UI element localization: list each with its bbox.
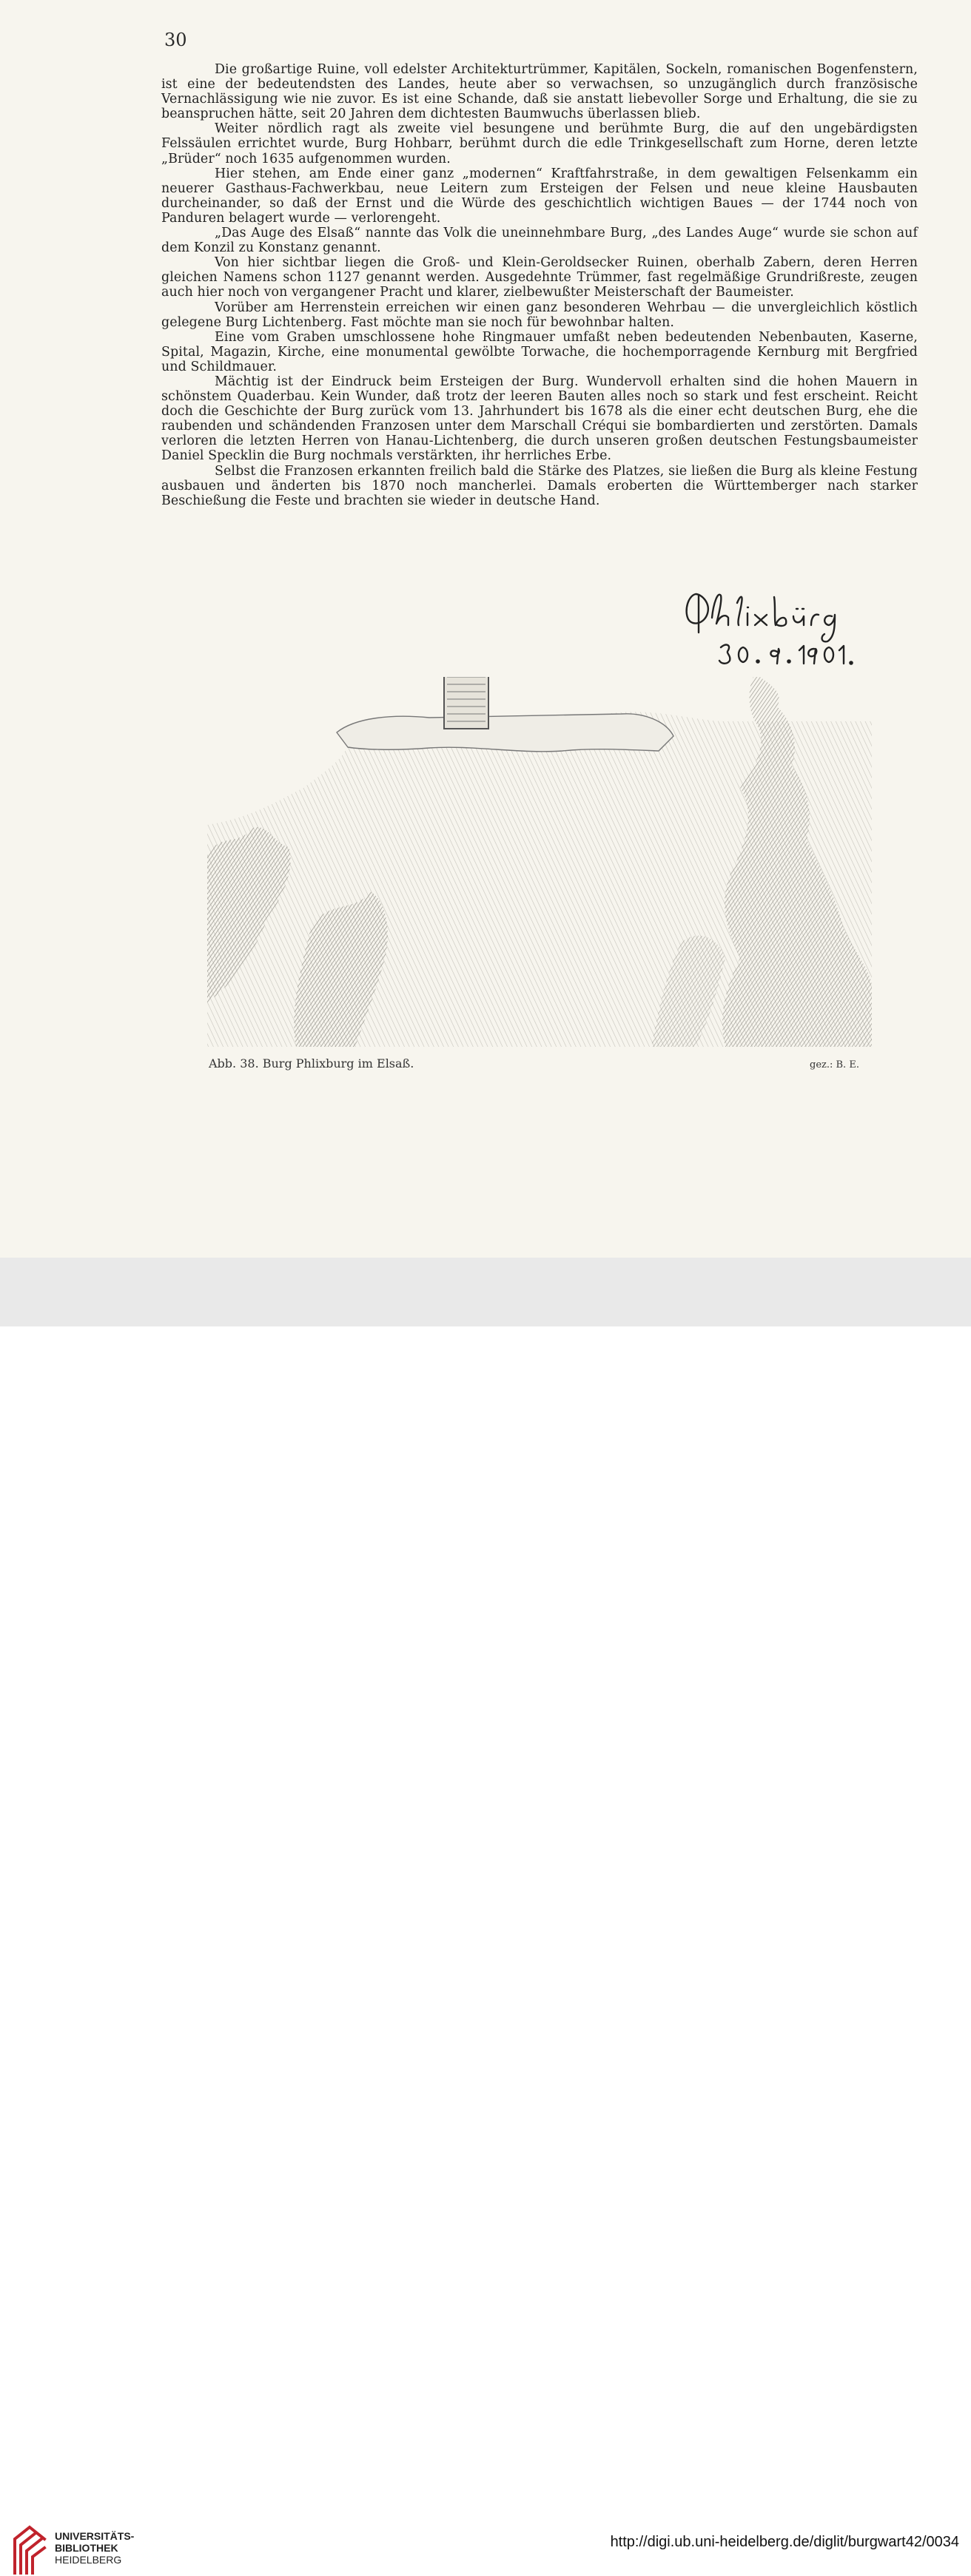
paragraph-4: „Das Auge des Elsaß“ nannte das Volk die uneinnehmbare Burg, „des Landes Auge“ wurde sie schon auf dem Konzil zu Konstanz genannt. [161, 226, 918, 256]
body-text [161, 62, 918, 508]
viewer-footer [0, 1258, 971, 2566]
library-name-line-2: BIBLIOTHEK [55, 2542, 118, 2554]
paragraph-9: Selbst die Franzosen erkannten freilich bald die Stärke des Platzes, sie ließen die Burg als kleine Festung ausbauen und änderten bis 1870 noch mancherlei. Damals eroberten die Württemberger nach starker Beschießung die Feste und brachten sie wieder in deutsche Hand. [161, 463, 918, 508]
figure-credit: gez.: B. E. [810, 1059, 859, 1070]
library-name-line-3: HEIDELBERG [55, 2554, 122, 2566]
figure-caption: Abb. 38. Burg Phlixburg im Elsaß. [209, 1056, 414, 1070]
paragraph-8: Mächtig ist der Eindruck beim Ersteigen der Burg. Wundervoll erhalten sind die hohen Mauern in schönstem Quaderbau. Kein Wunder, daß trotz der leeren Bauten alles noch so stark und fest erscheint. Reicht doch die Geschichte der Burg zurück vom 13. Jahrhundert bis 1678 als die einer echt deutschen Burg, ehe die raubenden und schändenden Franzosen unter dem Marschall Créqui sie bombardierten und zerstörten. Damals verloren die letzten Herren von Hanau-Lichtenberg, die durch unseren großen deutschen Festungsbaumeister Daniel Specklin die Burg nochmals verstärkten, ihr herrliches Erbe. [161, 374, 918, 464]
book-page [0, 0, 971, 1258]
paragraph-2: Weiter nördlich ragt als zweite viel besungene und berühmte Burg, die auf den ungebärdigsten Felssäulen errichtet wurde, Burg Hohbarr, berühmt durch die edle Trinkgesellschaft zum Horne, deren letzte „Brüder“ noch 1635 aufgenommen wurden. [161, 121, 918, 166]
castle-sketch-illustration [207, 677, 872, 1047]
document-url[interactable]: http://digi.ub.uni-heidelberg.de/diglit/burgwart42/0034 [610, 2534, 959, 2550]
paragraph-5: Von hier sichtbar liegen die Groß- und Klein-Geroldsecker Ruinen, oberhalb Zabern, deren Herren gleichen Namens schon 1127 genannt werden. Ausgedehnte Trümmer, fast regelmäßige Grundrißreste, zeugen auch hier noch von vergangener Pracht und klarer, zielbewußter Meisterschaft der Baumeister. [161, 255, 918, 300]
university-library-logo-icon [10, 2524, 49, 2576]
paragraph-1: Die großartige Ruine, voll edelster Architekturtrümmer, Kapitälen, Sockeln, romanischen Bogenfenstern, ist eine der bedeutendsten des Landes, heute aber so verwachsen, so unzugänglich durch französische Vernachlässigung wie nie zuvor. Es ist eine Schande, daß sie anstatt liebevoller Sorge und Erhaltung, die sie zu beanspruchen hätte, seit 20 Jahren dem dichtesten Baumwuchs überlassen blieb. [161, 62, 918, 122]
library-name-line-1: UNIVERSITÄTS- [55, 2530, 135, 2542]
paragraph-6: Vorüber am Herrenstein erreichen wir einen ganz besonderen Wehrbau — die unvergleichlich köstlich gelegene Burg Lichtenberg. Fast möchte man sie noch für bewohnbar halten. [161, 300, 918, 330]
page-number: 30 [164, 30, 187, 50]
paragraph-7: Eine vom Graben umschlossene hohe Ringmauer umfaßt neben bedeutenden Nebenbauten, Kaserne, Spital, Magazin, Kirche, eine monumental gewölbte Torwache, die hochemporragende Kernburg mit Bergfried und Schildmauer. [161, 329, 918, 374]
handwritten-signature [666, 581, 888, 670]
paragraph-3: Hier stehen, am Ende einer ganz „modernen“ Kraftfahrstraße, in dem gewaltigen Felsenkamm ein neuerer Gasthaus-Fachwerkbau, neue Leitern zum Ersteigen der Felsen und neue kleine Hausbauten durcheinander, so daß der Ernst und die Würde des geschichtlich wichtigen Baues — der 1744 noch von Panduren belagert wurde — verlorengeht. [161, 166, 918, 226]
library-name [55, 2530, 134, 2566]
